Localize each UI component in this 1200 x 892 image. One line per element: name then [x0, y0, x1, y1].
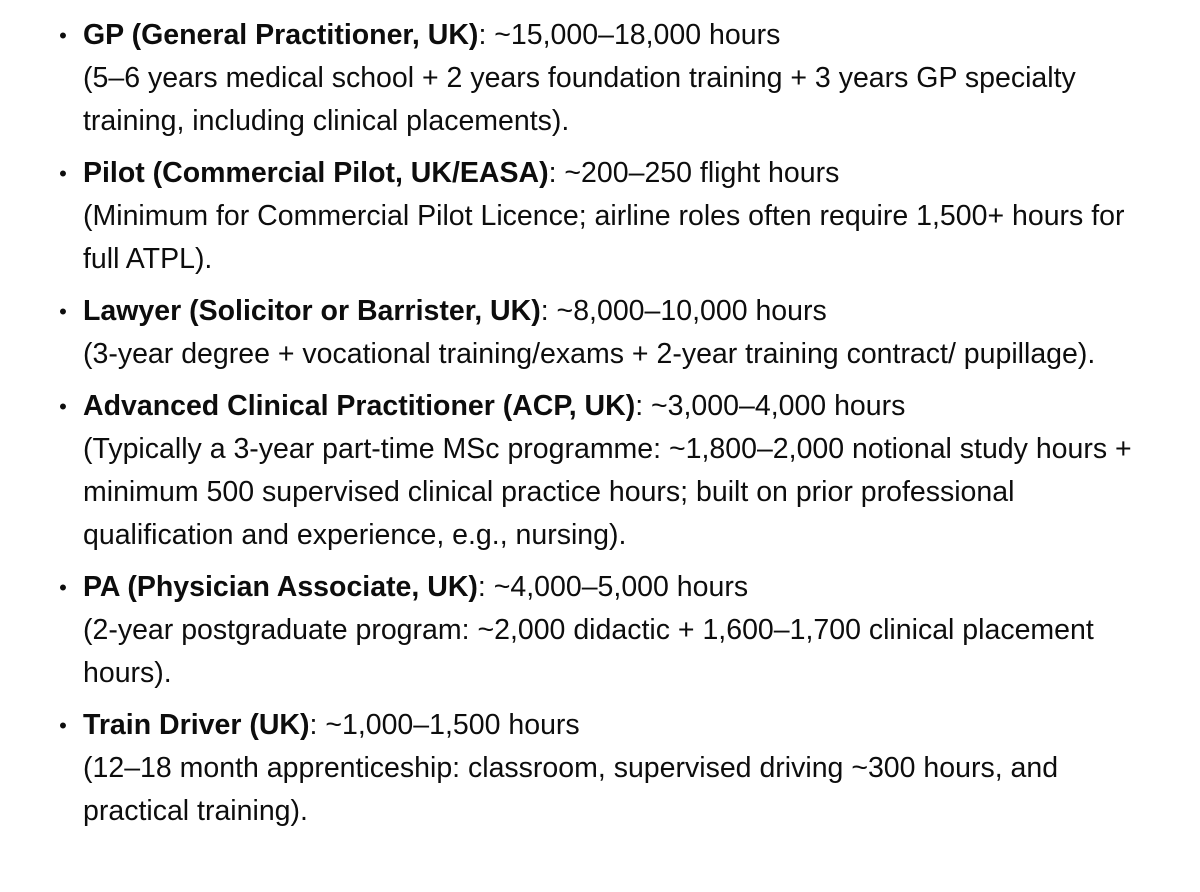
bullet-icon: • — [59, 713, 67, 738]
list-item-lawyer — [0, 290, 1200, 376]
item-hours: : ~4,000–5,000 hours — [477, 571, 749, 603]
document-body — [0, 14, 1200, 842]
bullet-icon: • — [59, 23, 67, 48]
item-title: Train Driver (UK) — [83, 709, 310, 741]
list-item-train-driver — [0, 704, 1200, 833]
item-title: Advanced Clinical Practitioner (ACP, UK) — [83, 390, 636, 422]
bullet-icon: • — [59, 161, 67, 186]
item-detail: (Typically a 3-year part-time MSc programme: ~1,800–2,000 notional study hours + minimum 500 supervised clinical practice hours; built on prior professional qualification and experience, e.g., nursing). — [83, 433, 1132, 551]
item-title: Lawyer (Solicitor or Barrister, UK) — [83, 295, 541, 327]
item-detail: (12–18 month apprenticeship: classroom, supervised driving ~300 hours, and practical training). — [83, 752, 1059, 827]
bullet-icon: • — [59, 575, 67, 600]
item-detail: (2-year postgraduate program: ~2,000 didactic + 1,600–1,700 clinical placement hours). — [83, 614, 1094, 689]
list-item-pilot — [0, 152, 1200, 281]
bullet-icon: • — [59, 394, 67, 419]
item-title: Pilot (Commercial Pilot, UK/EASA) — [83, 157, 549, 189]
occupation-list — [0, 14, 1200, 833]
item-detail: (5–6 years medical school + 2 years foundation training + 3 years GP specialty training, including clinical placements). — [83, 62, 1076, 137]
bullet-icon: • — [59, 299, 67, 324]
list-item-pa — [0, 566, 1200, 695]
item-detail: (3-year degree + vocational training/exams + 2-year training contract/ pupillage). — [83, 338, 1096, 370]
item-title: GP (General Practitioner, UK) — [83, 19, 479, 51]
item-hours: : ~8,000–10,000 hours — [540, 295, 827, 327]
item-hours: : ~200–250 flight hours — [548, 157, 840, 189]
item-title: PA (Physician Associate, UK) — [83, 571, 478, 603]
item-hours: : ~3,000–4,000 hours — [635, 390, 906, 422]
item-hours: : ~15,000–18,000 hours — [478, 19, 781, 51]
item-detail: (Minimum for Commercial Pilot Licence; airline roles often require 1,500+ hours for full ATPL). — [83, 200, 1125, 275]
list-item-acp — [0, 385, 1200, 557]
item-hours: : ~1,000–1,500 hours — [309, 709, 580, 741]
list-item-gp — [0, 14, 1200, 143]
